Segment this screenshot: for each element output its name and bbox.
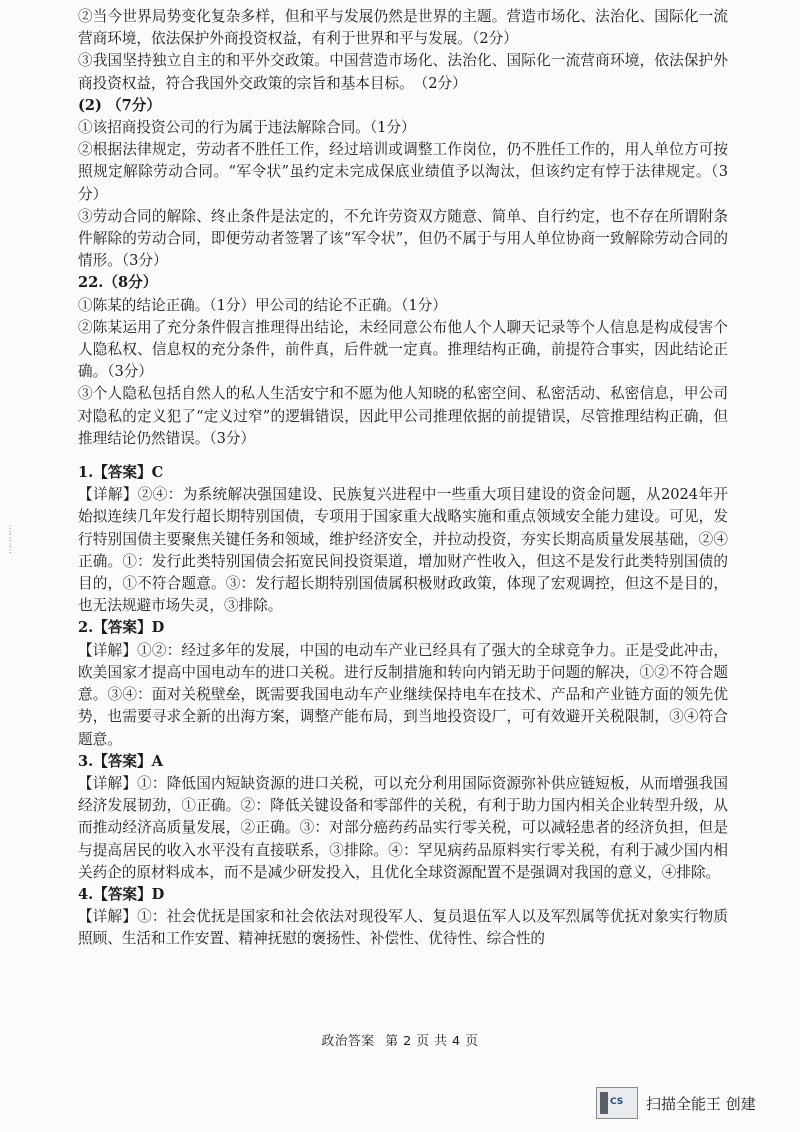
answer-heading: 2.【答案】D (78, 619, 165, 637)
binding-margin-marks: : : : : : (8, 523, 13, 555)
answer-heading: 4.【答案】D (78, 885, 165, 903)
answer-explanation: 【详解】①②：经过多年的发展，中国的电动车产业已经具有了强大的全球竞争力。正是受此冲击，欧美国家才提高中国电动车的进口关税。进行反制措施和转向内销无助于问题的解决，①②不符合题意。③④：面对关税壁垒，既需要我国电动车产业继续保持电车在技术、产品和产业链方面的领先优势，也需要寻求全新的出海方案，调整产能布局，到当地投资设厂，可有效避开关税限制，③④符合题意。 (78, 641, 728, 748)
paragraph: ②根据法律规定，劳动者不胜任工作，经过培训或调整工作岗位，仍不胜任工作的，用人单位方可按照规定解除劳动合同。“军令状”虽约定未完成保底业绩值予以淘汰，但该约定有悖于法律规定。（3分） (78, 141, 728, 203)
paragraph: ③劳动合同的解除、终止条件是法定的，不允许劳资双方随意、简单、自行约定，也不存在所谓附条件解除的劳动合同，即便劳动者签署了该“军令状”，但仍不属于与用人单位协商一致解除劳动合同的情形。（3分） (78, 207, 728, 270)
answer-content (78, 6, 728, 951)
paragraph: ③个人隐私包括自然人的私人生活安宁和不愿为他人知晓的私密空间、私密活动、私密信息，甲公司对隐私的定义犯了“定义过窄”的逻辑错误，因此甲公司推理依据的前提错误，尽管推理结构正确，但推理结论仍然错误。（3分） (78, 385, 728, 447)
paragraph: ②当今世界局势变化复杂多样，但和平与发展仍然是世界的主题。营造市场化、法治化、国际化一流营商环境，依法保护外商投资权益，有利于世界和平与发展。（2分） (78, 8, 728, 48)
answer-explanation: 【详解】②④：为系统解决强国建设、民族复兴进程中一些重大项目建设的资金问题，从2024年开始拟连续几年发行超长期特别国债，专项用于国家重大战略实施和重点领域安全能力建设。可见，发行特别国债主要聚焦关键任务和领域，维护经济安全，并拉动投资，夯实长期高质量发展基础，②④正确。①：发行此类特别国债会拓宽民间投资渠道，增加财产性收入，但这不是发行此类特别国债的目的，①不符合题意。③：发行超长期特别国债属积极财政政策，体现了宏观调控，但这不是目的，也无法规避市场失灵，③排除。 (78, 486, 728, 615)
footer-page-number: 第 2 页 共 4 页 (385, 1034, 479, 1049)
answer-heading: 3.【答案】A (78, 752, 163, 770)
scanner-label: 扫描全能王 创建 (646, 1094, 756, 1113)
section-heading: (2) （7分） (78, 96, 161, 114)
answer-heading: 1.【答案】C (78, 464, 164, 482)
answer-explanation: 【详解】①：社会优抚是国家和社会依法对现役军人、复员退伍军人以及军烈属等优抚对象实行物质照顾、生活和工作安置、精神抚慰的褒扬性、补偿性、优待性、综合性的 (78, 908, 728, 948)
section-heading: 22.（8分） (78, 274, 158, 292)
paragraph: ③我国坚持独立自主的和平外交政策。中国营造市场化、法治化、国际化一流营商环境，依法保护外商投资权益，符合我国外交政策的宗旨和基本目标。 （2分） (78, 52, 728, 92)
spacer (78, 450, 728, 462)
paragraph: ①该招商投资公司的行为属于违法解除合同。（1分） (78, 119, 416, 137)
page-footer (0, 1030, 800, 1049)
camscanner-logo-icon: CS (596, 1087, 638, 1119)
scanner-watermark (596, 1086, 786, 1120)
paragraph: ②陈某运用了充分条件假言推理得出结论，未经同意公布他人个人聊天记录等个人信息是构成侵害个人隐私权、信息权的充分条件，前件真，后件就一定真。推理结构正确，前提符合事实，因此结论正确。（3分） (78, 318, 728, 381)
footer-subject: 政治答案 (321, 1034, 375, 1049)
answer-explanation: 【详解】①：降低国内短缺资源的进口关税，可以充分利用国际资源弥补供应链短板，从而增强我国经济发展韧劲，①正确。②：降低关键设备和零部件的关税，有利于助力国内相关企业转型升级，从而推动经济高质量发展，②正确。③：对部分癌药药品实行零关税，可以减轻患者的经济负担，但是与提高居民的收入水平没有直接联系，③排除。④：罕见病药品原料实行零关税，有利于减少国内相关药企的原材料成本，而不是减少研发投入，且优化全球资源配置不是强调对我国的意义，④排除。 (78, 774, 728, 881)
paragraph: ①陈某的结论正确。（1分）甲公司的结论不正确。（1分） (78, 296, 447, 314)
